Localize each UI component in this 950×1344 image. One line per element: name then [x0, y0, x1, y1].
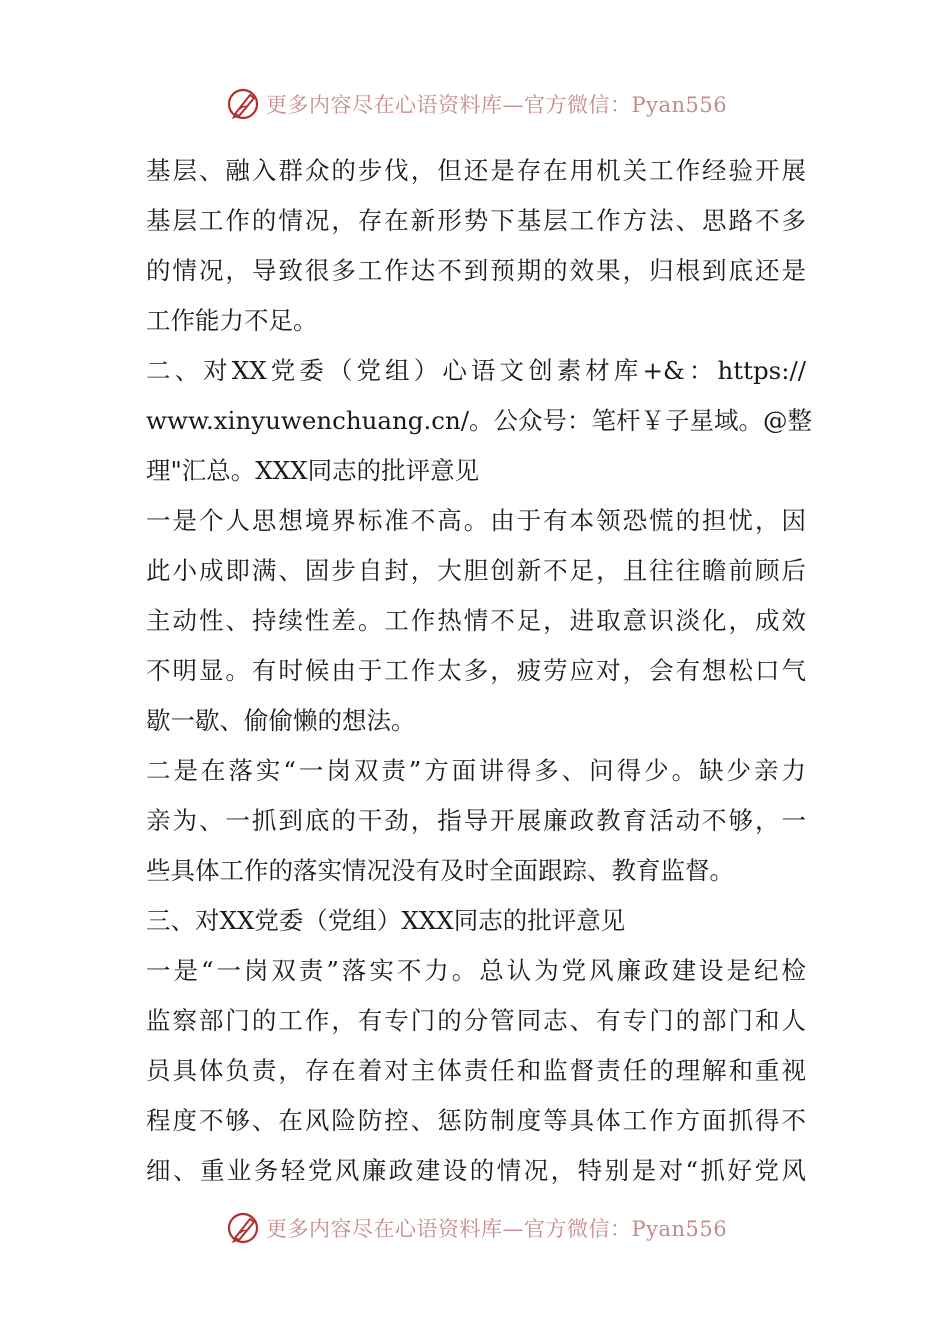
body-line: 二、对XX党委（党组）心语文创素材库+&：https:// — [146, 356, 806, 385]
body-line: 理"汇总。XXX同志的批评意见 — [146, 456, 480, 485]
body-line: 监察部门的工作，有专门的分管同志、有专门的部门和人 — [146, 1006, 806, 1035]
body-line: 程度不够、在风险防控、惩防制度等具体工作方面抓得不 — [146, 1106, 806, 1135]
body-line: 一是个人思想境界标准不高。由于有本领恐慌的担忧，因 — [146, 506, 806, 535]
body-line: 不明显。有时候由于工作太多，疲劳应对，会有想松口气 — [146, 656, 806, 685]
body-line: 亲为、一抓到底的干劲，指导开展廉政教育活动不够，一 — [146, 806, 806, 835]
pen-logo-icon — [226, 1211, 260, 1245]
body-line: 此小成即满、固步自封，大胆创新不足，且往往瞻前顾后 — [146, 556, 806, 585]
pen-logo-icon — [226, 87, 260, 121]
footer-banner — [226, 1208, 727, 1248]
document-body — [146, 146, 812, 1196]
body-line: 的情况，导致很多工作达不到预期的效果，归根到底还是 — [146, 256, 806, 285]
body-line: www.xinyuwenchuang.cn/。公众号：笔杆￥子星域。@整 — [146, 406, 812, 435]
body-line: 些具体工作的落实情况没有及时全面跟踪、教育监督。 — [146, 856, 734, 885]
body-line: 基层、融入群众的步伐，但还是存在用机关工作经验开展 — [146, 156, 806, 185]
header-banner — [226, 84, 727, 124]
body-line: 基层工作的情况，存在新形势下基层工作方法、思路不多 — [146, 206, 806, 235]
body-line: 歇一歇、偷偷懒的想法。 — [146, 706, 416, 735]
body-line: 细、重业务轻党风廉政建设的情况，特别是对“抓好党风 — [146, 1156, 806, 1185]
body-line: 员具体负责，存在着对主体责任和监督责任的理解和重视 — [146, 1056, 806, 1085]
footer-banner-text: 更多内容尽在心语资料库—官方微信：Pyan556 — [266, 1217, 728, 1241]
body-line: 一是“一岗双责”落实不力。总认为党风廉政建设是纪检 — [146, 956, 806, 985]
body-line: 主动性、持续性差。工作热情不足，进取意识淡化，成效 — [146, 606, 806, 635]
body-line: 二是在落实“一岗双责”方面讲得多、问得少。缺少亲力 — [146, 756, 806, 785]
body-line: 三、对XX党委（党组）XXX同志的批评意见 — [146, 906, 626, 935]
body-line: 工作能力不足。 — [146, 306, 318, 335]
header-banner-text: 更多内容尽在心语资料库—官方微信：Pyan556 — [266, 93, 728, 117]
